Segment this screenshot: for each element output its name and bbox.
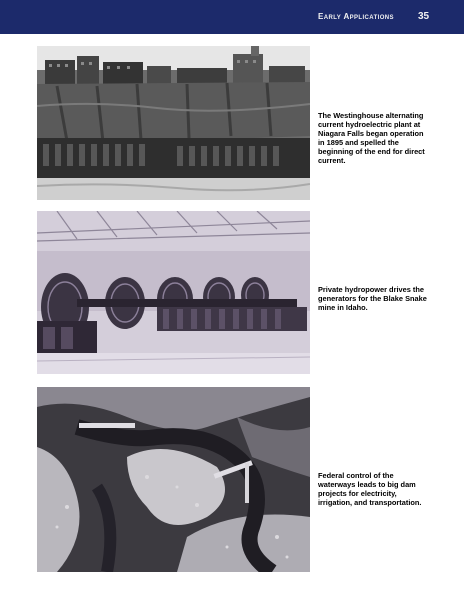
- federal-dam-aerial-photo: [37, 387, 310, 572]
- niagara-plant-photo: [37, 46, 310, 200]
- figure-caption-federal-dams: Federal control of the waterways leads to big dam projects for electricity, irrigation, and transportation.: [318, 471, 422, 507]
- header-band: [0, 0, 464, 34]
- figure-caption-blake-snake: Private hydropower drives the generators for the Blake Snake mine in Idaho.: [318, 285, 427, 312]
- blake-snake-generators-photo: [37, 211, 310, 374]
- page-number: 35: [418, 11, 430, 22]
- section-title: Early Applications: [318, 12, 394, 21]
- figure-caption-niagara: The Westinghouse alternating current hydroelectric plant at Niagara Falls began operation in 1895 and spelled the beginning of the end for direct current.: [318, 111, 425, 165]
